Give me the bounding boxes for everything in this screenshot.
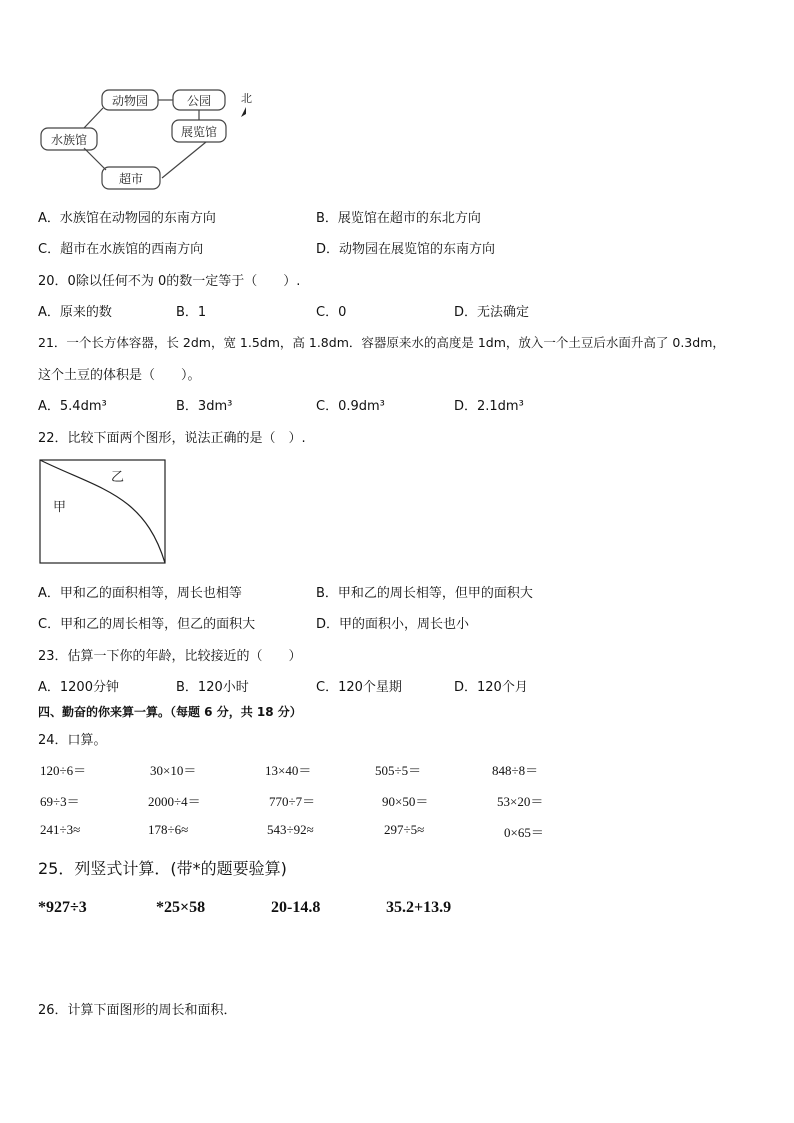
q24-r2c4: 90×50＝ — [382, 794, 429, 809]
q20-option-a[interactable]: A．原来的数 — [38, 305, 112, 320]
q24-r3c5: 0×65＝ — [504, 825, 544, 840]
q25-item-4: 35.2+13.9 — [386, 899, 452, 916]
q22-option-d[interactable]: D．甲的面积小，周长也小 — [316, 617, 470, 632]
north-label: 北 — [241, 92, 252, 105]
q22-figure — [39, 459, 169, 565]
q22-option-b[interactable]: B．甲和乙的周长相等，但甲的面积大 — [316, 586, 533, 601]
q19-option-b[interactable]: B．展览馆在超市的东北方向 — [316, 211, 481, 226]
map-node-exhibition: 展览馆 — [180, 125, 218, 139]
q21-option-b[interactable]: B．3dm³ — [176, 399, 233, 414]
q24-r1c3: 13×40＝ — [265, 763, 312, 778]
north-arrow-icon — [241, 107, 246, 117]
q21-stem-line1: 21．一个长方体容器，长 2dm，宽 1.5dm，高 1.8dm．容器原来水的高度是 1dm，放入一个土豆后水面升高了 0.3dm， — [38, 335, 725, 350]
q24-r1c4: 505÷5＝ — [375, 763, 422, 778]
q20-option-c[interactable]: C．0 — [316, 305, 347, 320]
map-node-zoo: 动物园 — [111, 94, 149, 108]
q20-stem: 20．0除以任何不为 0的数一定等于（ ）. — [38, 274, 301, 289]
q19-option-d[interactable]: D．动物园在展览馆的东南方向 — [316, 242, 496, 257]
q22-option-a[interactable]: A．甲和乙的面积相等，周长也相等 — [38, 586, 242, 601]
q24-r3c1: 241÷3≈ — [40, 822, 81, 837]
q24-stem: 24．口算。 — [38, 733, 107, 748]
q24-r2c3: 770÷7＝ — [269, 794, 316, 809]
q21-stem-line2: 这个土豆的体积是（ ）。 — [38, 368, 201, 383]
section-4-heading: 四、勤奋的你来算一算。（每题 6 分，共 18 分） — [38, 705, 302, 719]
q25-stem: 25．列竖式计算．(带*的题要验算) — [38, 859, 287, 878]
q23-option-b[interactable]: B．120小时 — [176, 680, 249, 695]
q21-option-c[interactable]: C．0.9dm³ — [316, 399, 385, 414]
map-node-aquarium: 水族馆 — [50, 133, 88, 147]
q24-r2c2: 2000÷4＝ — [148, 794, 201, 809]
label-yi: 乙 — [111, 470, 125, 485]
q20-option-d[interactable]: D．无法确定 — [454, 305, 530, 320]
q22-option-c[interactable]: C．甲和乙的周长相等，但乙的面积大 — [38, 617, 256, 632]
q24-r3c2: 178÷6≈ — [148, 822, 189, 837]
q22-stem: 22．比较下面两个图形，说法正确的是（ ）. — [38, 431, 306, 446]
q24-r1c5: 848÷8＝ — [492, 763, 539, 778]
map-node-supermarket: 超市 — [118, 172, 144, 186]
q24-r2c5: 53×20＝ — [497, 794, 544, 809]
map-node-park: 公园 — [186, 94, 212, 108]
q25-item-1: *927÷3 — [38, 899, 87, 916]
q24-r1c2: 30×10＝ — [150, 763, 197, 778]
label-jia: 甲 — [53, 500, 67, 515]
q26-stem: 26．计算下面图形的周长和面积． — [38, 1003, 237, 1018]
q24-r2c1: 69÷3＝ — [40, 794, 80, 809]
q23-option-a[interactable]: A．1200分钟 — [38, 680, 119, 695]
q24-r1c1: 120÷6＝ — [40, 763, 87, 778]
q23-option-c[interactable]: C．120个星期 — [316, 680, 402, 695]
q23-stem: 23．估算一下你的年龄，比较接近的（ ） — [38, 649, 302, 664]
q21-option-d[interactable]: D．2.1dm³ — [454, 399, 524, 414]
direction-map — [38, 86, 268, 192]
q25-item-2: *25×58 — [156, 899, 206, 916]
q20-option-b[interactable]: B．1 — [176, 305, 207, 320]
q23-option-d[interactable]: D．120个月 — [454, 680, 528, 695]
q24-r3c4: 297÷5≈ — [384, 822, 425, 837]
q21-option-a[interactable]: A．5.4dm³ — [38, 399, 107, 414]
q25-item-3: 20-14.8 — [271, 899, 321, 916]
q19-option-a[interactable]: A．水族馆在动物园的东南方向 — [38, 211, 216, 226]
q19-option-c[interactable]: C．超市在水族馆的西南方向 — [38, 242, 204, 257]
q24-r3c3: 543÷92≈ — [267, 822, 314, 837]
